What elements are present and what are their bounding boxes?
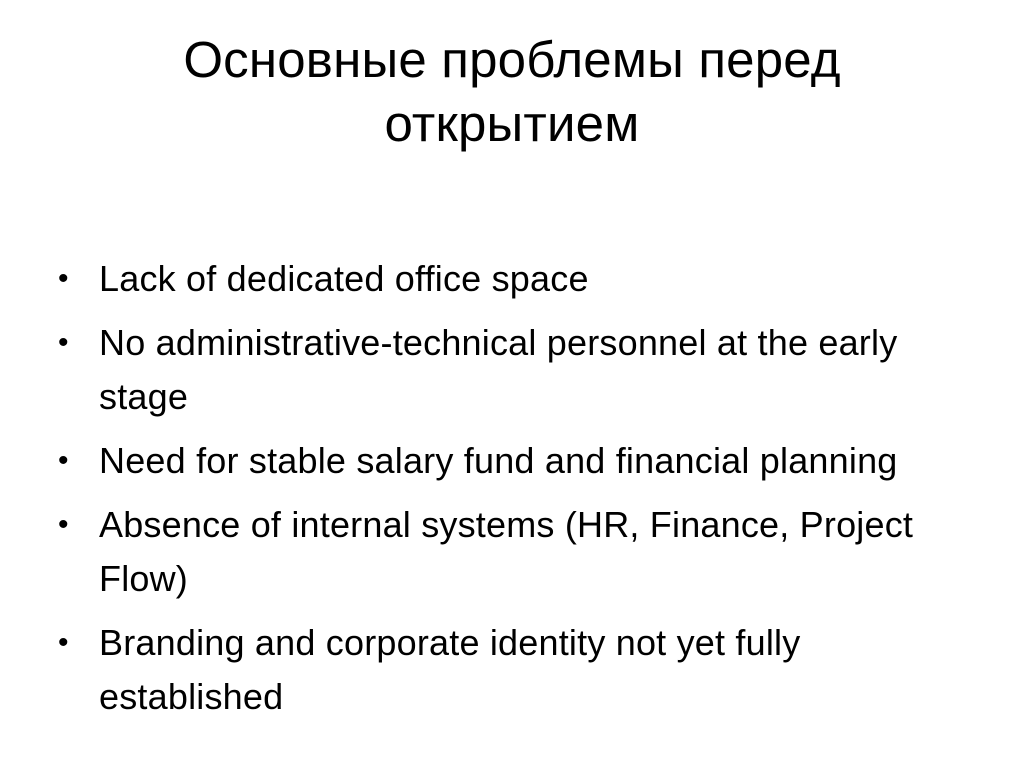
bullet-marker: • xyxy=(58,508,69,541)
bullet-text: Branding and corporate identity not yet fully established xyxy=(99,622,801,717)
bullet-list xyxy=(58,252,958,734)
list-item xyxy=(58,616,958,724)
bullet-text: Lack of dedicated office space xyxy=(99,258,589,299)
list-item xyxy=(58,498,958,606)
bullet-marker: • xyxy=(58,326,69,359)
list-item xyxy=(58,252,958,306)
bullet-marker: • xyxy=(58,444,69,477)
bullet-text: No administrative-technical personnel at the early stage xyxy=(99,322,898,417)
bullet-marker: • xyxy=(58,262,69,295)
list-item xyxy=(58,316,958,424)
bullet-text: Absence of internal systems (HR, Finance, Project Flow) xyxy=(99,504,914,599)
bullet-marker: • xyxy=(58,626,69,659)
bullet-text: Need for stable salary fund and financial planning xyxy=(99,440,898,481)
slide-title: Основные проблемы перед открытием xyxy=(183,31,841,152)
list-item xyxy=(58,434,958,488)
